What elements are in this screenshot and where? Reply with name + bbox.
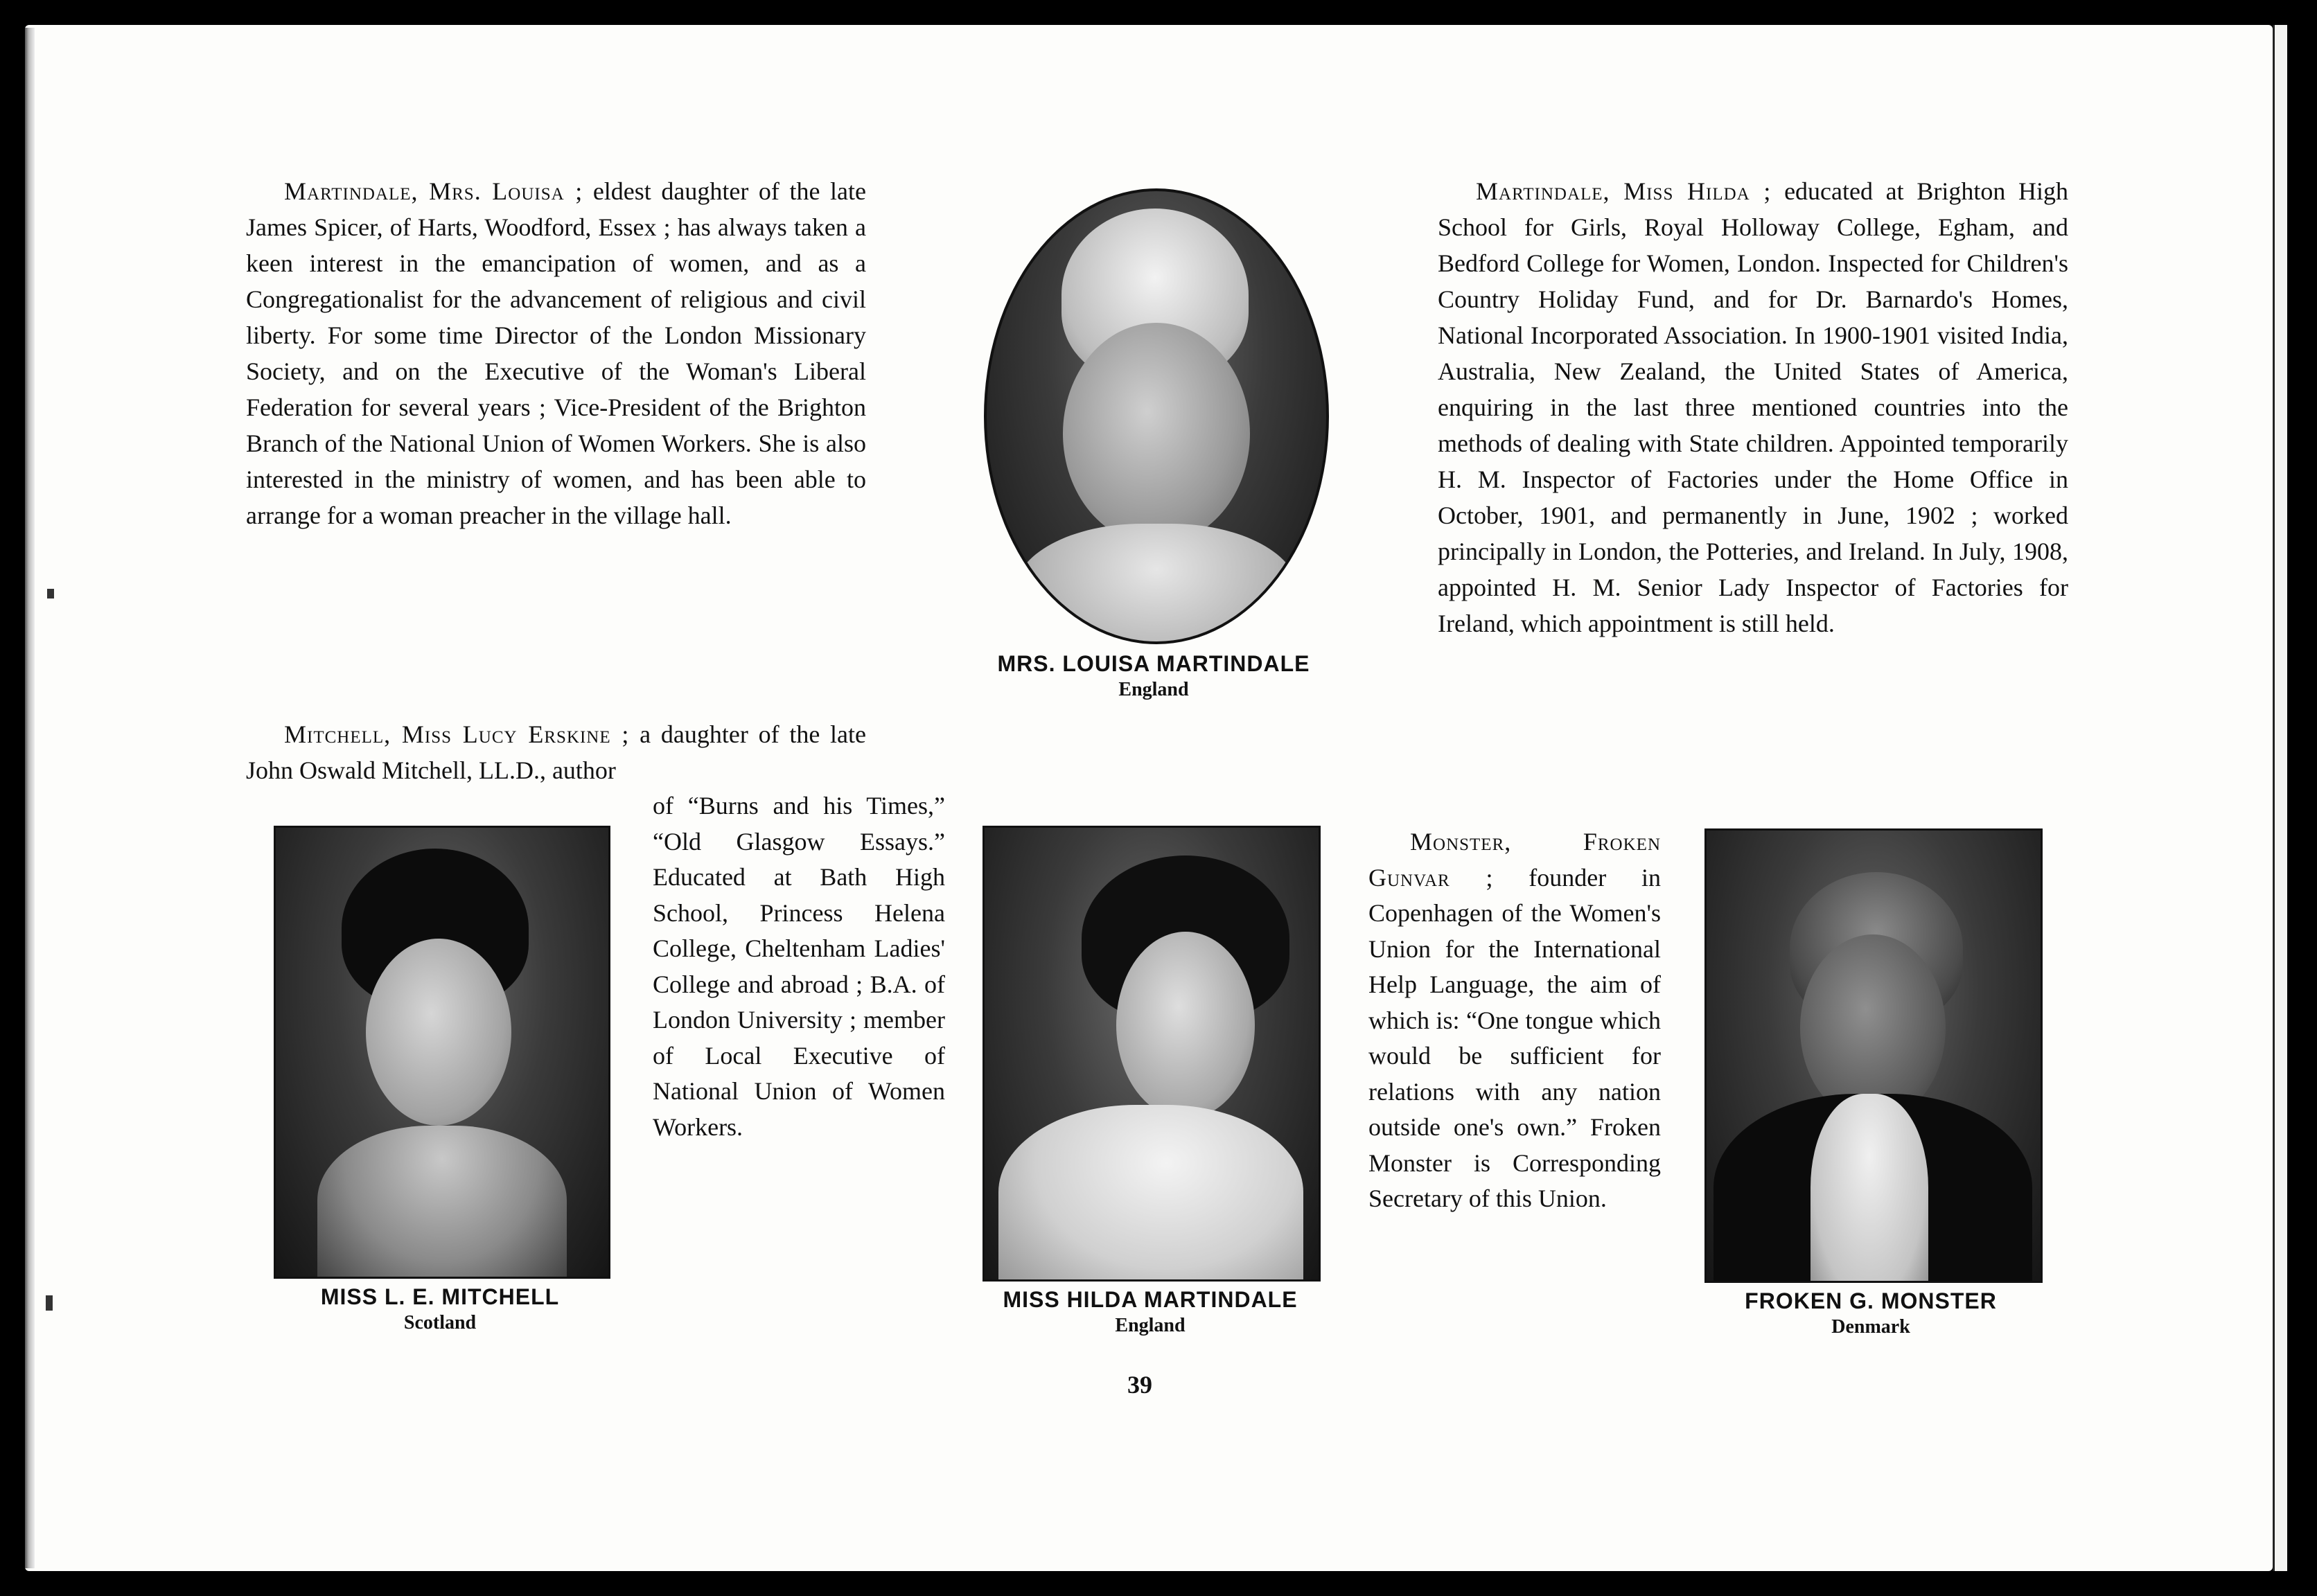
caption-name: FROKEN G. MONSTER [1745, 1288, 1997, 1313]
caption-louisa-martindale [956, 650, 1351, 702]
page-right-edge [2273, 25, 2287, 1571]
bio-heading: Martindale, Miss Hilda ; [1476, 177, 1772, 205]
caption-name: MISS HILDA MARTINDALE [1003, 1287, 1298, 1312]
bio-text: a daughter of the late John Oswald Mitchell, LL.D., author [246, 720, 867, 784]
caption-lucy-mitchell [263, 1283, 617, 1336]
bio-louisa-martindale [246, 173, 866, 533]
portrait-shoulders [998, 1105, 1303, 1282]
bio-lucy-mitchell-continued [653, 788, 945, 1145]
portrait-shoulders [317, 1126, 567, 1279]
portrait-shoulders [1014, 524, 1298, 644]
portrait-face [366, 939, 511, 1126]
bio-text: founder in Copenhagen of the Women's Union for the International Help Language, the aim of which is: “One tongue which would be sufficient for relations with any nation outside one's own.” Froken Monster is Corresponding Secretary of this Union. [1368, 863, 1662, 1212]
portrait-gunvar-monster [1704, 828, 2043, 1283]
caption-country: England [1118, 679, 1189, 700]
bio-text: educated at Brighton High School for Girls, Royal Holloway College, Egham, and Bedford College for Women, London. Inspected for Children's Country Holiday Fund, and for Dr. Barnardo's Homes, National Incorporated Association. In 1900-1901 visited India, Australia, New Zealand, the United States of America, enquiring in the last three mentioned countries into the methods of dealing with State children. Appointed temporarily H. M. Inspector of Factories under the Home Office in October, 1901, and permanently in June, 1902 ; worked principally in London, the Potteries, and Ireland. In July, 1908, appointed H. M. Senior Lady Inspector of Factories for Ireland, which appointment is still held. [1438, 177, 2068, 637]
bio-lucy-mitchell [246, 716, 866, 788]
caption-country: Scotland [403, 1312, 477, 1333]
bio-text: of “Burns and his Times,” “Old Glasgow Essays.” Educated at Bath High School, Princess Helena College, Cheltenham Ladies' College and abroad ; B.A. of London University ; member of Local Executive of National Union of Women Workers. [653, 792, 945, 1141]
portrait-louisa-martindale [984, 188, 1329, 644]
book-spine-edge [25, 28, 35, 1568]
portrait-collar [1811, 1094, 1928, 1283]
page-number: 39 [1127, 1371, 1152, 1399]
bio-heading: Monster, Froken Gunvar ; [1368, 828, 1661, 892]
caption-country: England [1115, 1315, 1186, 1336]
bio-gunvar-monster [1368, 824, 1661, 1217]
portrait-face [1116, 932, 1255, 1119]
caption-gunvar-monster [1698, 1287, 2044, 1340]
edge-mark [46, 1295, 53, 1311]
caption-country: Denmark [1831, 1316, 1910, 1338]
caption-name: MISS L. E. MITCHELL [320, 1284, 560, 1309]
portrait-lucy-mitchell [274, 826, 610, 1279]
caption-name: MRS. LOUISA MARTINDALE [997, 651, 1310, 676]
bio-heading: Mitchell, Miss Lucy Erskine ; [284, 720, 630, 748]
bio-text: eldest daughter of the late James Spicer, of Harts, Woodford, Essex ; has always taken a keen interest in the emancipation of women, and as a Congregationalist for the advancement of religious and civil liberty. For some time Director of the London Missionary Society, and on the Executive of the Woman's Liberal Federation for several years ; Vice-President of the Brighton Branch of the National Union of Women Workers. She is also interested in the ministry of women, and has been able to arrange for a woman preacher in the village hall. [246, 177, 866, 529]
portrait-hilda-martindale [983, 826, 1321, 1282]
bio-heading: Martindale, Mrs. Louisa ; [284, 177, 583, 205]
caption-hilda-martindale [956, 1286, 1344, 1338]
bio-hilda-martindale [1438, 173, 2068, 641]
portrait-face [1063, 323, 1250, 544]
edge-mark [47, 589, 54, 598]
